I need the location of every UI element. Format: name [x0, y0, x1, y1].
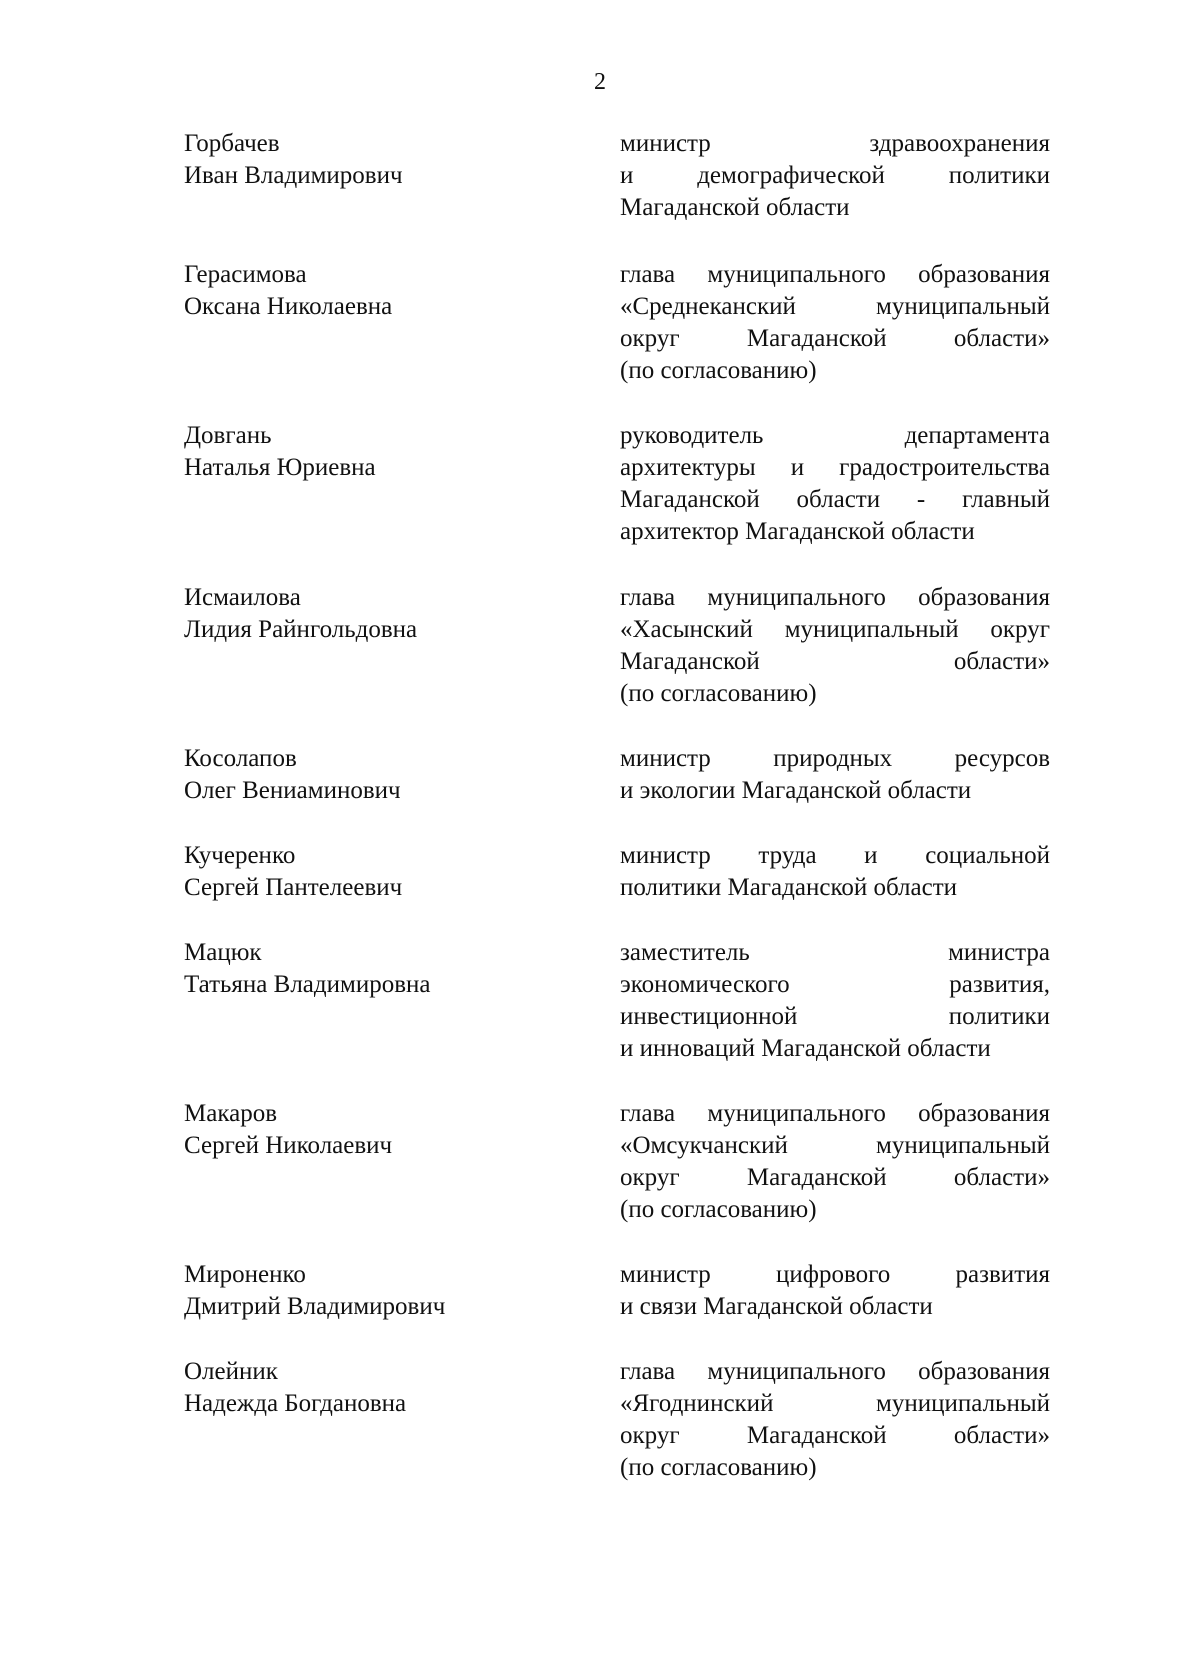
position-line: инвестиционной политики	[620, 1003, 1050, 1030]
member-surname: Горбачев	[184, 130, 280, 157]
member-surname: Кучеренко	[184, 842, 296, 869]
member-surname: Исмаилова	[184, 584, 301, 611]
member-position	[620, 420, 1050, 548]
position-line: министр природных ресурсов	[620, 745, 1050, 772]
member-name	[184, 743, 584, 807]
member-surname: Олейник	[184, 1358, 278, 1385]
position-line: глава муниципального образования	[620, 1358, 1050, 1385]
member-given-names: Татьяна Владимировна	[184, 971, 431, 998]
member-surname: Косолапов	[184, 745, 297, 772]
position-line: министр здравоохранения	[620, 130, 1050, 157]
position-line: Магаданской области - главный	[620, 486, 1050, 513]
position-line: округ Магаданской области»	[620, 325, 1050, 352]
member-position	[620, 1259, 1050, 1323]
member-name	[184, 840, 584, 904]
member-name	[184, 420, 584, 484]
position-line: политики Магаданской области	[620, 874, 958, 901]
position-line: глава муниципального образования	[620, 261, 1050, 288]
member-position	[620, 259, 1050, 387]
position-line: экономического развития,	[620, 971, 1050, 998]
position-line: архитектуры и градостроительства	[620, 454, 1050, 481]
member-name	[184, 128, 584, 192]
member-position	[620, 1356, 1050, 1484]
position-line: глава муниципального образования	[620, 1100, 1050, 1127]
member-surname: Герасимова	[184, 261, 307, 288]
member-name	[184, 1098, 584, 1162]
member-position	[620, 937, 1050, 1065]
position-line: (по согласованию)	[620, 680, 817, 707]
position-line: заместитель министра	[620, 939, 1050, 966]
position-line: (по согласованию)	[620, 357, 817, 384]
position-line: «Омсукчанский муниципальный	[620, 1132, 1050, 1159]
member-name	[184, 1356, 584, 1420]
member-name	[184, 259, 584, 323]
member-given-names: Сергей Пантелеевич	[184, 874, 403, 901]
member-name	[184, 1259, 584, 1323]
position-line: (по согласованию)	[620, 1454, 817, 1481]
position-line: Магаданской области»	[620, 648, 1050, 675]
position-line: Магаданской области	[620, 194, 850, 221]
position-line: округ Магаданской области»	[620, 1422, 1050, 1449]
member-given-names: Надежда Богдановна	[184, 1390, 407, 1417]
position-line: (по согласованию)	[620, 1196, 817, 1223]
position-line: и инноваций Магаданской области	[620, 1035, 991, 1062]
position-line: округ Магаданской области»	[620, 1164, 1050, 1191]
member-given-names: Лидия Райнгольдовна	[184, 616, 418, 643]
position-line: архитектор Магаданской области	[620, 518, 975, 545]
member-position	[620, 743, 1050, 807]
member-given-names: Наталья Юриевна	[184, 454, 376, 481]
member-position	[620, 128, 1050, 224]
position-line: «Ягоднинский муниципальный	[620, 1390, 1050, 1417]
position-line: глава муниципального образования	[620, 584, 1050, 611]
position-line: руководитель департамента	[620, 422, 1050, 449]
position-line: и экологии Магаданской области	[620, 777, 972, 804]
position-line: министр труда и социальной	[620, 842, 1050, 869]
member-given-names: Оксана Николаевна	[184, 293, 393, 320]
member-given-names: Дмитрий Владимирович	[184, 1293, 446, 1320]
member-surname: Макаров	[184, 1100, 277, 1127]
member-name	[184, 937, 584, 1001]
member-given-names: Иван Владимирович	[184, 162, 403, 189]
member-surname: Мацюк	[184, 939, 262, 966]
member-position	[620, 840, 1050, 904]
page-number: 2	[594, 69, 606, 95]
member-given-names: Сергей Николаевич	[184, 1132, 393, 1159]
member-position	[620, 582, 1050, 710]
position-line: «Среднеканский муниципальный	[620, 293, 1050, 320]
position-line: министр цифрового развития	[620, 1261, 1050, 1288]
position-line: и демографической политики	[620, 162, 1050, 189]
member-position	[620, 1098, 1050, 1226]
member-surname: Довгань	[184, 422, 272, 449]
position-line: и связи Магаданской области	[620, 1293, 933, 1320]
position-line: «Хасынский муниципальный округ	[620, 616, 1050, 643]
member-given-names: Олег Вениаминович	[184, 777, 401, 804]
member-name	[184, 582, 584, 646]
member-surname: Мироненко	[184, 1261, 306, 1288]
